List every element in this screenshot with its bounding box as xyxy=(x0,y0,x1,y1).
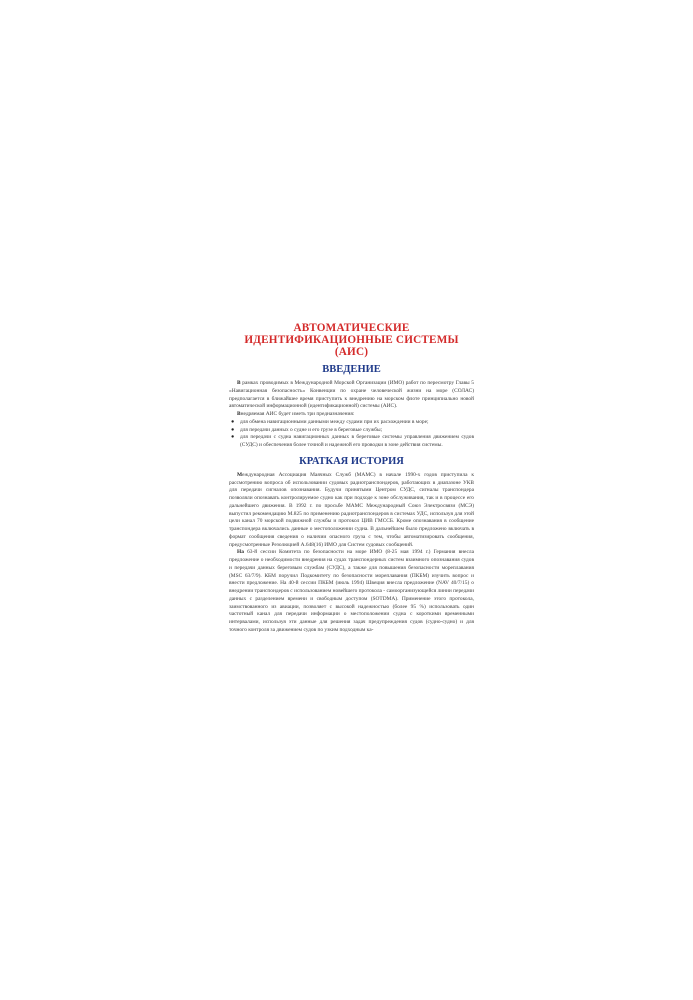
document-title xyxy=(229,322,474,358)
history-paragraph-2 xyxy=(229,549,474,634)
purpose-list xyxy=(229,419,474,450)
paragraph-text: рамках проводимых в Международной Морской Организации (ИМО) работ по пересмотру Главы 5 «Навигационная безопасность» Конвенции по охране человеческой жизни на море (СОЛАС) предполагается в ближайшее время приступить к внедрению на морском флоте принципиально новой автоматической информационной (идентификационной) системы (АИС). xyxy=(229,380,474,410)
drop-cap: М xyxy=(237,471,243,478)
introduction-paragraph xyxy=(229,380,474,411)
history-paragraph-1 xyxy=(229,472,474,550)
section-heading-history: КРАТКАЯ ИСТОРИЯ xyxy=(299,455,404,467)
title-line-1: АВТОМАТИЧЕСКИЕ xyxy=(293,322,410,334)
paragraph-text: еждународная Ассоциация Маячных Служб (МАМС) в начале 1990-х годов приступила к рассмотрению вопроса об использовании судовых радиотранспондеров, работающих в диапазоне УКВ для передачи сигналов опознавания. Будучи принятыми Центром СУДС, сигналы транспондера позволяли опознавать контролируемое судно как при подходе к зоне обслуживания, так и в процессе его дальнейшего движения. В 1992 г. по просьбе МАМС Международный Союз Электросвязи (МСЭ) выпустил рекомендацию М.825 по применению радиотранспондеров в системах УДС, используя для этой цели канал 70 морской подвижной службы и протокол ЦИВ ГМССБ. Кроме опознавания в сообщение транспондера включались данные о местоположении судна. В дальнейшем было предложено включать в формат сообщения сведения о наличии опасного груза с тем, чтобы автоматизировать сообщения, предусмотренные Резолюцией А.648(16) ИМО для Систем судовых сообщений. xyxy=(229,471,474,548)
paragraph-text: недряемая АИС будет иметь три предназначения: xyxy=(240,411,355,417)
title-line-2: ИДЕНТИФИКАЦИОННЫЕ СИСТЕМЫ (АИС) xyxy=(244,334,459,358)
bullet-icon: ● xyxy=(231,418,235,425)
bullet-icon: ● xyxy=(231,426,235,433)
drop-cap: В xyxy=(237,411,241,417)
list-item: ● для передачи с судна навигационных данных в береговые системы управления движением судов (СУДС) и обеспечения более точной и надежной его проводки в зоне действия системы. xyxy=(231,434,474,448)
purpose-paragraph xyxy=(229,411,474,419)
paragraph-text: 63-й сессии Комитета по безопасности на море ИМО (8-25 мая 1994 г.) Германия внесла предложение о необходимости внедрения на судах транспондерных систем взаимного опознавания судов и передачи данных береговым службам (СУДС), а также для повышения безопасности мореплавания (MSC 63/7/9). КБМ поручил Подкомитету по безопасности мореплавания (ПКБМ) изучить вопрос и внести предложение. На 40-й сессии ПКБМ (июль 1994) Швеция внесла предложение (NAV 40/7/15) о внедрении транспондеров с использованием новейшего протокола - самоорганизующейся линии передачи данных с разделением времени и свободным доступом (SOTDMA). Применение этого протокола, заимствованного из авиации, позволяет с высокой надежностью (более 95 %) использовать один частотный канал для передачи информации о местоположении судна с короткими временными интервалами, используя эти данные для решения задач предупреждения судов (судно-судно) и для точного контроля за движением судов по узким подходным ка- xyxy=(229,549,474,633)
document-page xyxy=(229,322,474,635)
list-item: ● для передачи данных о судне и его грузе в береговые службы; xyxy=(231,426,383,433)
bullet-icon: ● xyxy=(231,434,235,441)
drop-cap: На xyxy=(237,549,244,556)
list-item: ● для обмена навигационными данными между судами при их расхождении в море; xyxy=(231,418,429,425)
section-heading-introduction: ВВЕДЕНИЕ xyxy=(322,364,381,375)
drop-cap: В xyxy=(237,380,241,386)
